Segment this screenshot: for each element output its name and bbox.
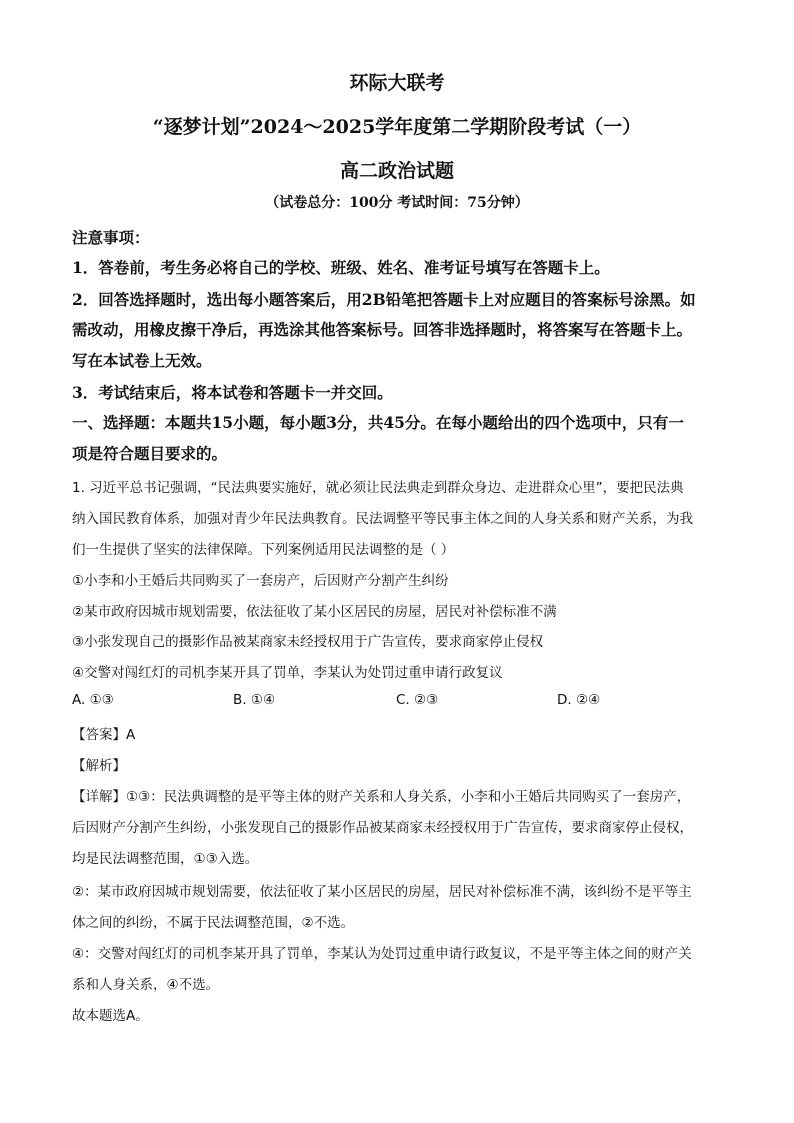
- option-c: C. ②③: [396, 692, 439, 708]
- notice-item-2: 2．回答选择题时，选出每小题答案后，用2B铅笔把答题卡上对应题目的答案标号涂黑。如: [72, 290, 696, 309]
- analysis-detail-3: 均是民法调整范围，①③入选。: [72, 851, 259, 867]
- section-heading: 一、选择题：本题共15小题，每小题3分，共45分。在每小题给出的四个选项中，只有一: [72, 413, 684, 432]
- option-d: D. ②④: [557, 692, 601, 708]
- analysis-detail-1: 【详解】①③：民法典调整的是平等主体的财产关系和人身关系，小李和小王婚后共同购买了一套房产，: [72, 789, 691, 805]
- exam-info: （试卷总分：100分 考试时间：75分钟）: [265, 195, 529, 211]
- analysis-detail-2: 后因财产分割产生纠纷，小张发现自己的摄影作品被某商家未经授权用于广告宣传，要求商家停止侵权，: [72, 820, 693, 836]
- notice-title: 注意事项：: [72, 228, 150, 247]
- question-stem: 1. 习近平总书记强调，“民法典要实施好，就必须让民法典走到群众身边、走进群众心里”，要把民法典: [72, 480, 684, 496]
- notice-item-2-cont: 需改动，用橡皮擦干净后，再选涂其他答案标号。回答非选择题时，将答案写在答题卡上。: [72, 320, 693, 339]
- analysis-detail-6: ④：交警对闯红灯的司机李某开具了罚单，李某认为处罚过重申请行政复议，不是平等主体之间的财产关: [72, 946, 692, 962]
- analysis-conclusion: 故本题选A。: [72, 1008, 149, 1024]
- exam-name-title: “逐梦计划”2024～2025学年度第二学期阶段考试（一）: [152, 116, 642, 138]
- question-stem-cont: 纳入国民教育体系，加强对青少年民法典教育。民法调整平等民事主体之间的人身关系和财产关系，为我: [72, 511, 693, 527]
- question-item-2: ②某市政府因城市规划需要，依法征收了某小区居民的房屋，居民对补偿标准不满: [72, 604, 557, 620]
- section-heading-cont: 项是符合题目要求的。: [72, 444, 228, 463]
- subject-title: 高二政治试题: [339, 160, 454, 182]
- question-item-3: ③小张发现自己的摄影作品被某商家未经授权用于广告宣传，要求商家停止侵权: [72, 634, 544, 650]
- option-b: B. ①④: [233, 692, 276, 708]
- question-item-4: ④交警对闯红灯的司机李某开具了罚单，李某认为处罚过重申请行政复议: [72, 665, 503, 681]
- question-item-1: ①小李和小王婚后共同购买了一套房产，后因财产分割产生纠纷: [72, 573, 449, 589]
- answer-label: 【答案】A: [72, 727, 136, 743]
- analysis-label: 【解析】: [72, 758, 126, 774]
- notice-item-3: 3．考试结束后，将本试卷和答题卡一并交回。: [72, 383, 393, 402]
- exam-organizer-title: 环际大联考: [349, 72, 445, 94]
- option-a: A. ①③: [72, 692, 114, 708]
- analysis-detail-5: 体之间的纠纷，不属于民法调整范围，②不选。: [72, 915, 355, 931]
- analysis-detail-4: ②：某市政府因城市规划需要，依法征收了某小区居民的房屋，居民对补偿标准不满，该纠纷不是平等主: [72, 884, 692, 900]
- notice-item-1: 1．答卷前，考生务必将自己的学校、班级、姓名、准考证号填写在答题卡上。: [72, 258, 610, 277]
- analysis-detail-7: 系和人身关系，④不选。: [72, 977, 220, 993]
- notice-item-2-cont2: 写在本试卷上无效。: [72, 351, 212, 370]
- question-stem-cont2: 们一生提供了坚实的法律保障。下列案例适用民法调整的是（ ）: [72, 542, 455, 558]
